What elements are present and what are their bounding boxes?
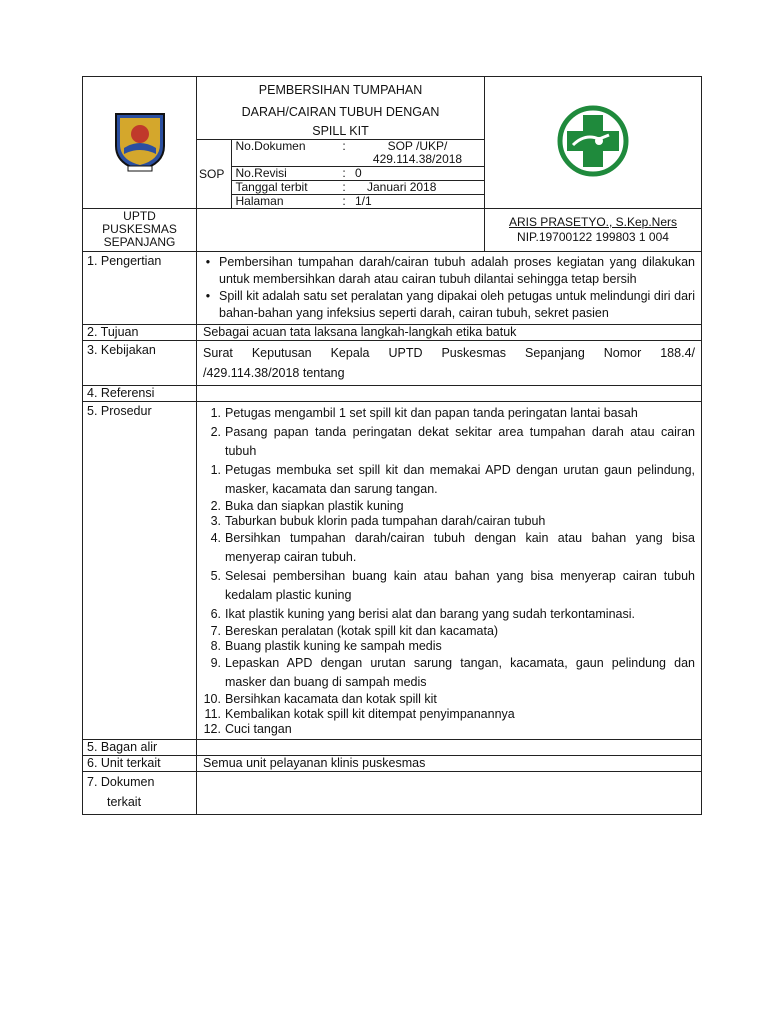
section-content-kebijakan: Surat Keputusan Kepala UPTD Puskesmas Sepanjang Nomor 188.4/ /429.114.38/2018 tentang	[197, 341, 702, 386]
list-item: 1. Petugas mengambil 1 set spill kit dan papan tanda peringatan lantai basah	[210, 406, 638, 420]
document-title: PEMBERSIHAN TUMPAHAN DARAH/CAIRAN TUBUH DENGAN SPILL KIT	[241, 83, 440, 138]
list-item: 1. Petugas membuka set spill kit dan memakai APD dengan urutan gaun pelindung, masker, kacamata dan sarung tangan.	[210, 463, 695, 496]
signer-nip: NIP.19700122 199803 1 004	[517, 230, 669, 244]
meta-label: No.Revisi	[231, 167, 337, 181]
unit-name: UPTD PUSKESMAS SEPANJANG	[83, 209, 197, 252]
list-item: 10. Bersihkan kacamata dan kotak spill kit	[203, 692, 437, 706]
list-item: 11. Kembalikan kotak spill kit ditempat penyimpanannya	[204, 707, 515, 721]
section-content-tujuan: Sebagai acuan tata laksana langkah-langkah etika batuk	[197, 325, 702, 341]
section-content-dokumen-terkait	[197, 772, 702, 815]
meta-value: 0	[351, 167, 484, 181]
list-item: • Pembersihan tumpahan darah/cairan tubuh adalah proses kegiatan yang dilakukan untuk membersihkan darah atau cairan tubuh dilantai sehingga tetap bersih	[205, 255, 695, 286]
puskesmas-logo-cell	[485, 77, 702, 209]
meta-label: Halaman	[231, 195, 337, 209]
sop-document	[82, 76, 716, 815]
section-content-bagan-alir	[197, 740, 702, 756]
title-cell	[197, 77, 485, 209]
section-label-referensi: 4. Referensi	[83, 386, 197, 402]
sop-table	[82, 76, 716, 815]
list-item: 3. Taburkan bubuk klorin pada tumpahan darah/cairan tubuh	[210, 514, 546, 528]
meta-value: Januari 2018	[351, 181, 484, 195]
section-label-kebijakan: 3. Kebijakan	[83, 341, 197, 386]
puskesmas-cross-icon	[555, 103, 631, 179]
section-label-pengertian: 1. Pengertian	[83, 252, 197, 325]
regency-logo-cell	[83, 77, 197, 209]
section-label-unit-terkait: 6. Unit terkait	[83, 756, 197, 772]
list-item: 8. Buang plastik kuning ke sampah medis	[210, 639, 442, 653]
section-content-prosedur	[197, 402, 702, 740]
signer-name: ARIS PRASETYO., S.Kep.Ners	[508, 215, 678, 229]
list-item: 6. Ikat plastik kuning yang berisi alat dan barang yang sudah terkontaminasi.	[210, 607, 635, 621]
meta-value: SOP /UKP/ 429.114.38/2018	[351, 140, 484, 167]
section-label-prosedur: 5. Prosedur	[83, 402, 197, 740]
list-item: 4. Bersihkan tumpahan darah/cairan tubuh dengan kain atau bahan yang bisa menyerap cairan tubuh.	[210, 531, 695, 564]
list-item: 5. Selesai pembersihan buang kain atau bahan yang bisa menyerap cairan tubuh kedalam plastic kuning	[210, 569, 695, 602]
meta-label: Tanggal terbit	[231, 181, 337, 195]
meta-label: No.Dokumen	[231, 140, 337, 167]
meta-value: 1/1	[351, 195, 484, 209]
section-content-pengertian	[197, 252, 702, 325]
list-item: 9. Lepaskan APD dengan urutan sarung tangan, kacamata, gaun pelindung dan masker dan buang di sampah medis	[210, 656, 695, 689]
signer-block	[485, 209, 702, 252]
section-content-referensi	[197, 386, 702, 402]
list-item: 7. Bereskan peralatan (kotak spill kit dan kacamata)	[210, 624, 499, 638]
list-item: 12. Cuci tangan	[203, 722, 292, 736]
list-item: 2. Pasang papan tanda peringatan dekat sekitar area tumpahan darah atau cairan tubuh	[210, 425, 695, 458]
sop-label: SOP	[197, 140, 231, 209]
section-content-unit-terkait: Semua unit pelayanan klinis puskesmas	[197, 756, 702, 772]
regency-emblem-icon	[110, 108, 170, 174]
meta-table: SOP No.Dokumen : SOP /UKP/ 429.114.38/2018 No.Revisi : 0 Tanggal terbit : Januari 2018 Halaman : 1/1	[197, 139, 484, 208]
list-item: • Spill kit adalah satu set peralatan yang dipakai oleh petugas untuk melindungi diri dari bahan-bahan yang infeksius seperti darah, cairan tubuh, sekret pasien	[205, 289, 695, 320]
list-item: 2. Buka dan siapkan plastik kuning	[210, 499, 404, 513]
section-label-tujuan: 2. Tujuan	[83, 325, 197, 341]
section-label-dokumen-terkait: 7. Dokumen terkait	[83, 772, 197, 815]
section-label-bagan-alir: 5. Bagan alir	[83, 740, 197, 756]
signature-space	[197, 209, 485, 252]
